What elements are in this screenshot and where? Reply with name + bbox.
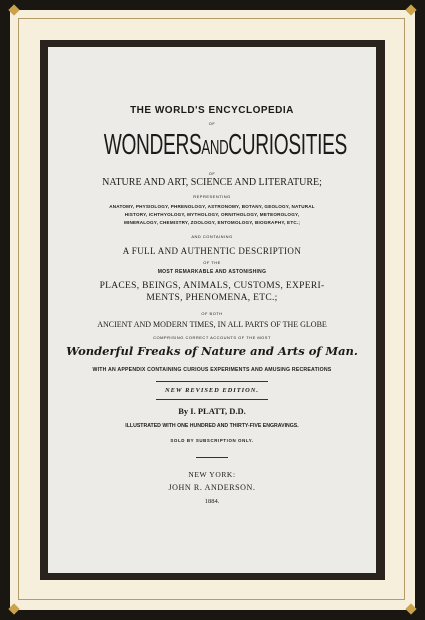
- divider-rule: [196, 457, 228, 458]
- gothic-line: Wonderful Freaks of Nature and Arts of Man.: [66, 344, 358, 358]
- subjects-line: ANATOMY, PHYSIOLOGY, PHRENOLOGY, ASTRONOMY, BOTANY, GEOLOGY, NATURAL: [109, 204, 315, 209]
- most-remarkable: MOST REMARKABLE AND ASTONISHING: [157, 269, 267, 275]
- connector-and-containing: AND CONTAINING: [191, 234, 233, 239]
- illustrated-line: ILLUSTRATED WITH ONE HUNDRED AND THIRTY-FIVE ENGRAVINGS.: [125, 423, 299, 429]
- edition-line: NEW REVISED EDITION.: [165, 387, 259, 394]
- divider-rule: [156, 399, 268, 400]
- connector-of-the: OF THE: [203, 260, 221, 265]
- title-page: [48, 47, 376, 573]
- main-title: [103, 129, 347, 162]
- places-line: MENTS, PHENOMENA, ETC.;: [146, 293, 278, 303]
- connector-of: OF: [208, 171, 216, 176]
- subjects-line: HISTORY, ICHTHYOLOGY, MYTHOLOGY, ORNITHOLOGY, METEOROLOGY,: [124, 212, 300, 217]
- main-title-and: AND: [201, 137, 229, 159]
- author-line: By I. PLATT, D.D.: [178, 406, 246, 416]
- divider-rule: [156, 381, 268, 382]
- connector-representing: REPRESENTING: [193, 194, 231, 199]
- subtitle: NATURE AND ART, SCIENCE AND LITERATURE;: [102, 177, 322, 188]
- connector-comprising: COMPRISING CORRECT ACCOUNTS OF THE MOST: [153, 335, 271, 340]
- imprint-publisher: JOHN R. ANDERSON.: [168, 483, 256, 492]
- main-title-curiosities: CURIOSITIES: [228, 129, 347, 161]
- subscription-line: SOLD BY SUBSCRIPTION ONLY.: [170, 438, 254, 443]
- connector-of: OF: [208, 121, 216, 126]
- places-line: PLACES, BEINGS, ANIMALS, CUSTOMS, EXPERI-: [99, 281, 325, 291]
- connector-of-both: OF BOTH: [201, 311, 223, 316]
- full-description: A FULL AND AUTHENTIC DESCRIPTION: [122, 246, 302, 256]
- ancient-modern: ANCIENT AND MODERN TIMES, IN ALL PARTS OF THE GLOBE: [97, 320, 327, 329]
- appendix-line: WITH AN APPENDIX CONTAINING CURIOUS EXPERIMENTS AND AMUSING RECREATIONS: [92, 367, 332, 373]
- main-title-wonders: WONDERS: [103, 129, 202, 161]
- subjects-line: MINERALOGY, CHEMISTRY, ZOOLOGY, ENTOMOLOGY, BIOGRAPHY, ETC.;: [123, 220, 301, 225]
- encyclopedia-heading: THE WORLD'S ENCYCLOPEDIA: [130, 105, 294, 116]
- imprint-year: 1884.: [204, 498, 220, 505]
- imprint-city: NEW YORK:: [188, 470, 236, 479]
